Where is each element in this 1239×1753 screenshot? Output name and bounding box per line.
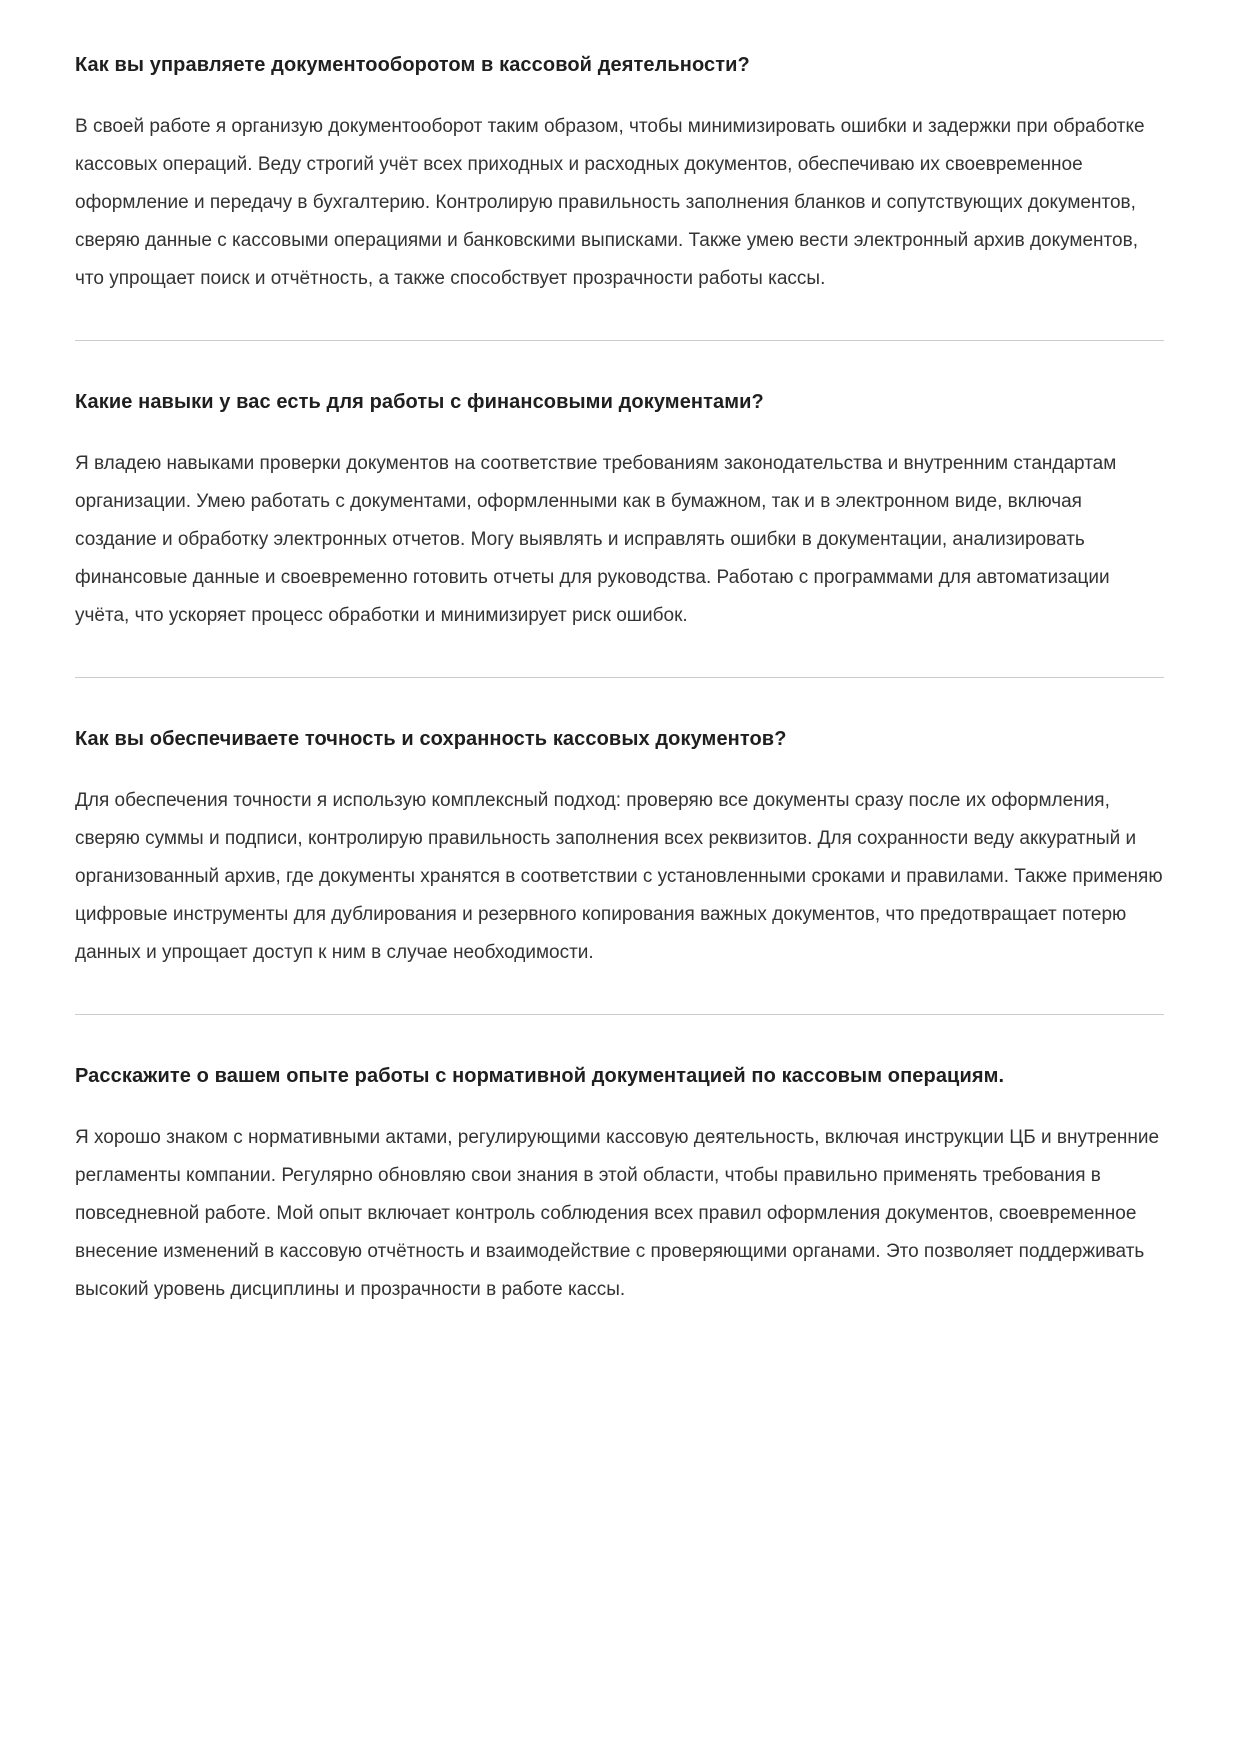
qa-section [75, 720, 1164, 972]
answer-paragraph: Я хорошо знаком с нормативными актами, регулирующими кассовую деятельность, включая инструкции ЦБ и внутренние регламенты компании. Регулярно обновляю свои знания в этой области, чтобы правильно применять требования в повседневной работе. Мой опыт включает контроль соблюдения всех правил оформления документов, своевременное внесение изменений в кассовую отчётность и взаимодействие с проверяющими органами. Это позволяет поддерживать высокий уровень дисциплины и прозрачности в работе кассы. [75, 1127, 1160, 1300]
section-divider [75, 677, 1164, 678]
answer-paragraph: Я владею навыками проверки документов на соответствие требованиям законодательства и внутренним стандартам организации. Умею работать с документами, оформленными как в бумажном, так и в электронном виде, включая создание и обработку электронных отчетов. Могу выявлять и исправлять ошибки в документации, анализировать финансовые данные и своевременно готовить отчеты для руководства. Работаю с программами для автоматизации учёта, что ускоряет процесс обработки и минимизирует риск ошибок. [75, 453, 1117, 626]
answer-paragraph: В своей работе я организую документооборот таким образом, чтобы минимизировать ошибки и задержки при обработке кассовых операций. Веду строгий учёт всех приходных и расходных документов, обеспечиваю их своевременное оформление и передачу в бухгалтерию. Контролирую правильность заполнения бланков и сопутствующих документов, сверяю данные с кассовыми операциями и банковскими выписками. Также умею вести электронный архив документов, что упрощает поиск и отчётность, а также способствует прозрачности работы кассы. [75, 116, 1145, 289]
answer-paragraph: Для обеспечения точности я использую комплексный подход: проверяю все документы сразу после их оформления, сверяю суммы и подписи, контролирую правильность заполнения всех реквизитов. Для сохранности веду аккуратный и организованный архив, где документы хранятся в соответствии с установленными сроками и правилами. Также применяю цифровые инструменты для дублирования и резервного копирования важных документов, что предотвращает потерю данных и упрощает доступ к ним в случае необходимости. [75, 790, 1163, 963]
qa-section [75, 46, 1164, 298]
section-divider [75, 340, 1164, 341]
section-divider [75, 1014, 1164, 1015]
qa-section [75, 383, 1164, 635]
qa-section [75, 1057, 1164, 1309]
question-heading: Как вы управляете документооборотом в кассовой деятельности? [75, 54, 750, 76]
question-heading: Расскажите о вашем опыте работы с нормативной документацией по кассовым операциям. [75, 1065, 1005, 1087]
question-heading: Как вы обеспечиваете точность и сохранность кассовых документов? [75, 728, 787, 750]
question-heading: Какие навыки у вас есть для работы с финансовыми документами? [75, 391, 764, 413]
